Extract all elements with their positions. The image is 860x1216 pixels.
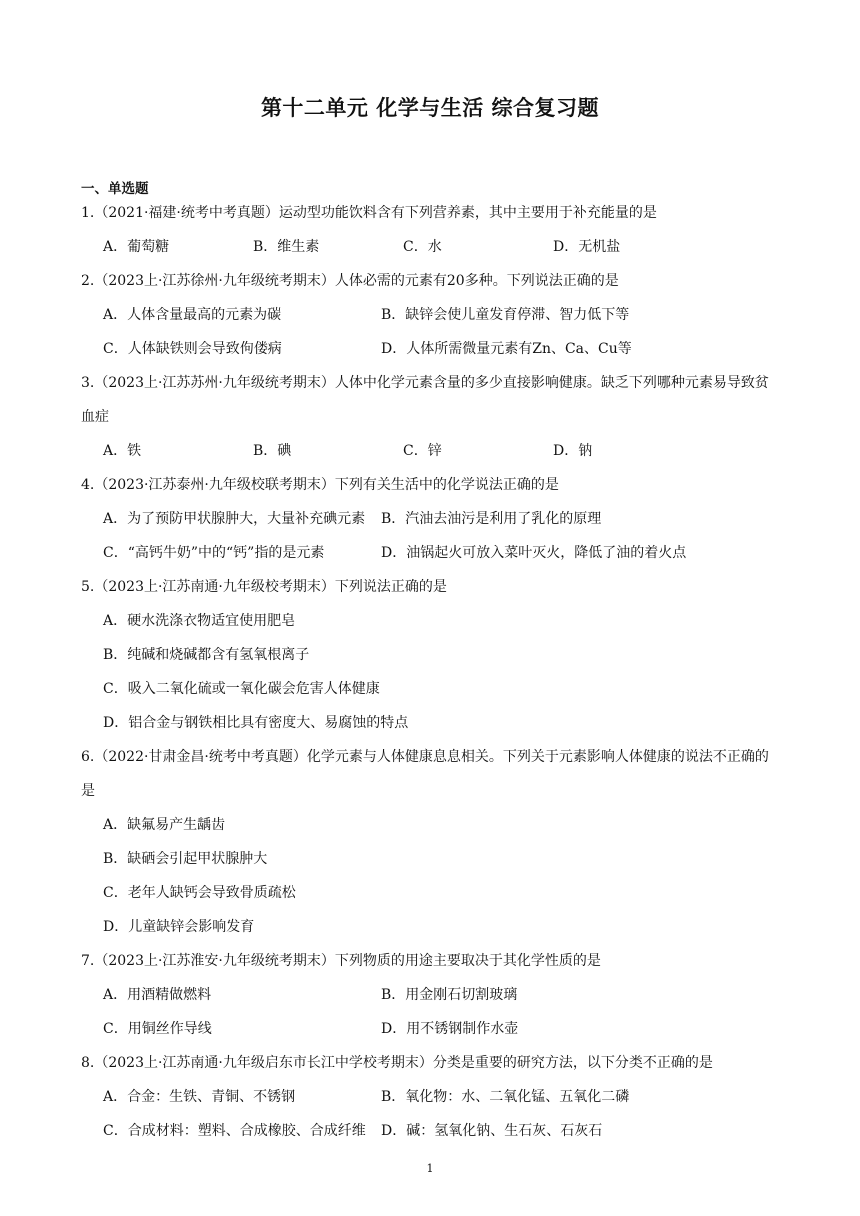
q2-option-c: C．人体缺铁则会导致佝偻病 xyxy=(103,341,282,357)
question-2-stem: 2.（2023上·江苏徐州·九年级统考期末）人体必需的元素有20多种。下列说法正确的是 xyxy=(81,273,619,289)
q1-option-b: B．维生素 xyxy=(253,239,320,255)
q2-option-b: B．缺锌会使儿童发育停滞、智力低下等 xyxy=(381,307,630,323)
question-4-options-row1 xyxy=(81,502,781,536)
q2-option-d: D．人体所需微量元素有Zn、Ca、Cu等 xyxy=(381,341,632,357)
q1-option-a: A．葡萄糖 xyxy=(103,239,170,255)
question-2-options-row2 xyxy=(81,332,781,366)
question-2-options-row1 xyxy=(81,298,781,332)
section-heading: 一、单选题 xyxy=(81,181,149,197)
question-8-options-row2 xyxy=(81,1114,781,1148)
question-7-stem: 7.（2023上·江苏淮安·九年级统考期末）下列物质的用途主要取决于其化学性质的是 xyxy=(81,953,601,969)
q6-option-d: D．儿童缺锌会影响发育 xyxy=(103,919,255,935)
question-1-options xyxy=(81,230,781,264)
q7-option-b: B．用金刚石切割玻璃 xyxy=(381,987,518,1003)
q8-option-a: A．合金：生铁、青铜、不锈钢 xyxy=(103,1089,296,1105)
q4-option-c: C．“高钙牛奶”中的“钙”指的是元素 xyxy=(103,545,325,561)
q3-option-b: B．碘 xyxy=(253,443,292,459)
q3-option-a: A．铁 xyxy=(103,443,142,459)
q2-option-a: A．人体含量最高的元素为碳 xyxy=(103,307,282,323)
q3-option-d: D．钠 xyxy=(553,443,593,459)
question-4-options-row2 xyxy=(81,536,781,570)
question-8-stem: 8.（2023上·江苏南通·九年级启东市长江中学校考期末）分类是重要的研究方法，以下分类不正确的是 xyxy=(81,1055,713,1071)
q6-option-a: A．缺氟易产生龋齿 xyxy=(103,817,226,833)
question-8-options-row1 xyxy=(81,1080,781,1114)
q4-option-d: D．油锅起火可放入菜叶灭火，降低了油的着火点 xyxy=(381,545,687,561)
q1-option-c: C．水 xyxy=(403,239,442,255)
q7-option-a: A．用酒精做燃料 xyxy=(103,987,212,1003)
question-6-stem: 6.（2022·甘肃金昌·统考中考真题）化学元素与人体健康息息相关。下列关于元素影响人体健康的说法不正确的是 xyxy=(81,749,769,799)
q3-option-c: C．锌 xyxy=(403,443,442,459)
q6-option-b: B．缺硒会引起甲状腺肿大 xyxy=(103,851,268,867)
q8-option-b: B．氧化物：水、二氧化锰、五氧化二磷 xyxy=(381,1089,630,1105)
question-1-stem: 1.（2021·福建·统考中考真题）运动型功能饮料含有下列营养素，其中主要用于补充能量的是 xyxy=(81,205,657,221)
q7-option-c: C．用铜丝作导线 xyxy=(103,1021,212,1037)
question-4-stem: 4.（2023·江苏泰州·九年级校联考期末）下列有关生活中的化学说法正确的是 xyxy=(81,477,559,493)
q5-option-d: D．铝合金与钢铁相比具有密度大、易腐蚀的特点 xyxy=(103,715,409,731)
page-number: 1 xyxy=(426,1162,434,1175)
q6-option-c: C．老年人缺钙会导致骨质疏松 xyxy=(103,885,296,901)
question-7-options-row2 xyxy=(81,1012,781,1046)
q5-option-b: B．纯碱和烧碱都含有氢氧根离子 xyxy=(103,647,310,663)
q7-option-d: D．用不锈钢制作水壶 xyxy=(381,1021,519,1037)
question-7-options-row1 xyxy=(81,978,781,1012)
page-title: 第十二单元 化学与生活 综合复习题 xyxy=(260,96,600,120)
question-3-options xyxy=(81,434,781,468)
q1-option-d: D．无机盐 xyxy=(553,239,621,255)
question-3-stem: 3.（2023上·江苏苏州·九年级统考期末）人体中化学元素含量的多少直接影响健康。缺乏下列哪种元素易导致贫血症 xyxy=(81,375,769,425)
q5-option-c: C．吸入二氧化硫或一氧化碳会危害人体健康 xyxy=(103,681,380,697)
question-list xyxy=(81,196,781,1148)
q4-option-b: B．汽油去油污是利用了乳化的原理 xyxy=(381,511,602,527)
question-5-stem: 5.（2023上·江苏南通·九年级校考期末）下列说法正确的是 xyxy=(81,579,447,595)
q4-option-a: A．为了预防甲状腺肿大，大量补充碘元素 xyxy=(103,511,366,527)
q8-option-c: C．合成材料：塑料、合成橡胶、合成纤维 xyxy=(103,1123,366,1139)
q8-option-d: D．碱：氢氧化钠、生石灰、石灰石 xyxy=(381,1123,603,1139)
q5-option-a: A．硬水洗涤衣物适宜使用肥皂 xyxy=(103,613,296,629)
